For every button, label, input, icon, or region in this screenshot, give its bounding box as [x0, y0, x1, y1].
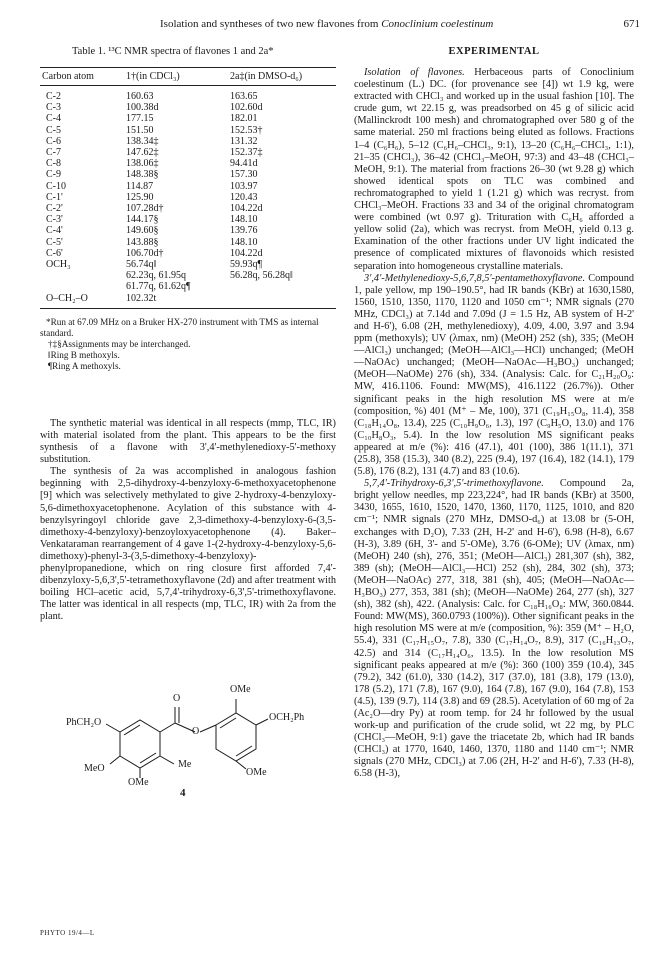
compound-1-shift-cell: 102.32t — [124, 293, 228, 309]
carbon-atom-cell: C-5' — [46, 236, 63, 248]
compound-2a-shift-cell: 163.65 — [230, 91, 258, 102]
label-me: Me — [178, 759, 192, 771]
label-phch2o-left: PhCH₂O — [66, 717, 102, 729]
label-ester-o: O — [192, 726, 200, 738]
compound-2a-shift-cell — [228, 293, 336, 309]
paragraph-compound-2a: 5,7,4'-Trihydroxy-6,3',5'-trimethoxyflavone. Compound 2a, bright yellow needles, mp 223,224°, had IR bands (KBr) at 3500, 3430, 1655, 1610, 1520, 1470, 1360, 1170, 1125, 1010, and 820 cm⁻¹; NMR signals (270 MHz, DMSO-d₆) at 13.08 br (5-OH, exchanges with D₂O), 7.33 (2H, H-2' and H-6'), 6.98 (H-8), 6.67 (H-3), 3.89 (6H, 3'- and 5'-OMe), 3.76 (6-OMe); UV (λmax, nm) (MeOH) 240 (sh), 276, 351; (MeOH—AlCl₃) 281,307 (sh), 382, 389 (sh); (MeOH—AlCl₃—HCl) 252 (sh), 284, 302 (sh), 373; (MeOH—NaOAc) 277, 318, 381 (sh), 405; (MeOH—NaOAc—H₃BO₃) 277, 353, 381 (sh); (MeOH—NaOMe) 264, 277 (sh), 327 (sh), 382 (sh), 422. (Analysis: Calc. for C₁₈H₁₆O₈: MW, 360.0844. Found: MW(MS), 360.0793 (100%)). Other significant peaks in the high resolution MS were at m/e (composition, %): 359 (M⁺ – H₂O, 55.4), 331 (C₁₇H₁₅O₇, 7.8), 330 (C₁₇H₁₄O₇, 8.9), 317 (C₁₆H₁₃O₇, 42.5) and 314 (C₁₇H₁₄O₆, 13.5). In the low resolution MS significant peaks appeared at m/e (%): 360 (100) 359 (10.4), 345 (79.2), 342 (61.0), 330 (14.2), 317 (37.0), 181 (3.8), 179 (13.0), 178 (5.2), 171 (7.8), 167 (9.0), 164 (7.8), 167 (9.0), 164 (7.8), 153 (4.5), 139 (9.7), 114 (3.8) and 69 (28.5). Acetylation of 60 mg of 2a (Ac₂O—dry Py) at room temp. for 24 hr followed by the usual work-up and purification of the crude solid, wt 22 mg, by PLC (CHCl₃—MeOH, 9:1) gave the triacetate 2b, which had IR bands (CHCl₃) at 1770, 1640, 1460, 1370, 1180 and 1140 cm⁻¹; NMR signals (270 MHz, CDCl₃) at 7.06 (2H, H-2' and H-6'), 7.33 (H-8), 6.58 (H-3), — [354, 478, 634, 780]
carbon-atom-cell: C-5 — [46, 124, 61, 136]
carbon-atom-cell: C-9 — [46, 169, 61, 181]
paragraph-lead: 3',4'-Methylenedioxy-5,6,7,8,5'-pentamethoxyflavone. — [364, 272, 586, 284]
compound-1-shift-cell: 138.34‡ — [126, 135, 159, 147]
compound-2a-shift-cell: 182.01 — [230, 113, 258, 125]
compound-1-shift-cell: 100.38d — [126, 102, 159, 114]
compound-2a-shift-cell: 152.37‡ — [230, 147, 263, 159]
compound-2a-shift-cell: 131.32 — [230, 135, 258, 147]
header-compound-1: 1†(in CDCl₃) — [124, 68, 228, 86]
compound-1-shift-cell: 177.15 — [126, 113, 154, 125]
label-ome-ring-a: OMe — [128, 777, 149, 789]
carbon-atom-cell: C-3' — [46, 214, 63, 226]
paragraph-isolation: Isolation of flavones. Herbaceous parts of Conoclinium coelestinum (L.) DC. (for provenance see [4]) wt 1.9 kg, were extracted with CHCl₃ and worked up in the usual fashion [10]. The crude gum, wt 22.15 g, was preadsorbed on 45 g of silicic acid (Mallinckrodt 100 mesh) and chromatographed over 580 g of the same material. 250 ml fractions being eluted as follows. Fractions 1–4 (C₆H₆), 5–12 (C₆H₆–CHCl₃, 9:1), 13–20 (C₆H₆–CHCl₃, 1:1), 21–35 (CHCl₃), 36–42 (CHCl₃–MeOH, 97:3) and 43–48 (CHCl₃–MeOH, 9:1). The material from fractions 26–30 (wt 9.28 g) which showed identical spots on TLC was combined and rechromatographed to yield 1 (1.21 g) which was recryst. from CHCl₃–MeOH. Fractions 33 and 34 of the original chromatogram were combined (wt 0.97 g). Trituration with C₆H₆ afforded a yellow solid (2a), which was recryst. from MeOH, yield 0.13 g. Examination of the other fractions under UV light indicated the presence of complicated mixtures of flavonoids which resisted separation into homogeneous crystalline materials. — [354, 67, 634, 272]
carbon-atom-cell: C-6' — [46, 247, 63, 259]
paragraph-compound-1: 3',4'-Methylenedioxy-5,6,7,8,5'-pentamethoxyflavone. Compound 1, pale yellow, mp 190–190.5°, had IR bands (KBr) at 1630,1580, 1560, 1510, 1350, 1170, 1120 and 1050 cm⁻¹; NMR signals (270 MHz, CDCl₃) at 7.14d and 7.09d (J = 1.5 Hz, AB system of H-2' and H-6'), 6.08 (2H, methylenedioxy), 4.09, 4.00, 3.97 and 3.94 ppm (methoxyls); UV (λmax, nm) (MeOH) 252 (sh), 335; (MeOH—AlCl₃) unchanged; (MeOH—AlCl₃—HCl) unchanged; (MeOH—NaOAc) unchanged; (MeOH—NaOAc—H₃BO₃) unchanged; (MeOH—NaOMe) 276 (sh), 334. (Analysis: Calc. for C₂₁H₂₀O₉: MW, 416.1106. Found: MW(MS), 416.1122 (26.7%)). Other significant peaks in the high resolution MS were at m/e (composition, %) 401 (M⁺ – Me, 100), 371 (C₁₉H₁₅O₈, 11.4), 358 (C₁₈H₁₄O₈, 13.4), 225 (C₁₀H₉O₆, 1.3), 197 (C₉H₅O, 13.0) and 176 (C₁₀H₈O₃, 5.4). In the low resolution MS significant peaks appeared at m/e (%): 416 (47.1), 401 (100), 386 1(11.1), 371 (25.8), 358 (15.3), 340 (8.2), 225 (9.4), 197 (16.4), 182 (14.1), 179 (5.8), 176 (8.2), 131 (4.7) and 83 (10.6). — [354, 272, 634, 478]
footnote: *Run at 67.09 MHz on a Bruker HX-270 instrument with TMS as internal standard. — [40, 316, 319, 338]
label-meo: MeO — [84, 763, 105, 775]
header-compound-2a: 2a‡(in DMSO-d₆) — [228, 68, 336, 86]
carbon-atom-cell: C-8 — [46, 158, 61, 170]
carbon-atom-cell: OCH₃ — [46, 259, 71, 271]
carbon-atom-cell: C-3 — [46, 102, 61, 114]
table-row — [40, 203, 336, 214]
section-heading-experimental: EXPERIMENTAL — [448, 46, 540, 57]
carbon-atom-cell: C-4 — [46, 113, 61, 125]
table-row — [40, 270, 336, 281]
label-carbonyl-o: O — [173, 693, 181, 705]
compound-1-shift-cell: 62.23q, 61.95q — [126, 270, 186, 282]
compound-1-shift-cell: 160.63 — [126, 91, 154, 102]
table-row — [40, 293, 336, 309]
compound-2a-shift-cell: 148.10 — [230, 236, 258, 248]
compound-1-shift-cell: 107.28d† — [126, 203, 164, 215]
left-body-text — [40, 418, 336, 624]
compound-1-shift-cell: 106.70d† — [126, 247, 164, 259]
paragraph-lead: Isolation of flavones. — [364, 67, 465, 78]
page-number: 671 — [623, 18, 640, 30]
compound-2a-shift-cell: 120.43 — [230, 191, 258, 203]
compound-1-shift-cell: 61.77q, 61.62q¶ — [126, 281, 191, 293]
compound-2a-shift-cell: 59.93q¶ — [230, 259, 263, 271]
label-ome-ring-b: OMe — [246, 767, 267, 779]
carbon-atom-cell: C-2 — [46, 91, 61, 102]
compound-2a-shift-cell: 157.30 — [230, 169, 258, 181]
table-body — [40, 86, 336, 309]
chemical-structure-4 — [40, 637, 336, 817]
compound-1-shift-cell: 147.62‡ — [126, 147, 159, 159]
running-title: Isolation and syntheses of two new flavones from Conoclinium coelestinum — [160, 18, 494, 30]
table-row — [40, 86, 336, 103]
label-och2ph-right: OCH₂Ph — [269, 712, 305, 724]
compound-1-shift-cell: 56.74q‖ — [126, 259, 157, 271]
carbon-atom-cell — [40, 281, 124, 292]
compound-1-shift-cell: 125.90 — [126, 191, 154, 203]
compound-1-shift-cell: 138.06‡ — [126, 158, 159, 170]
table-row — [40, 125, 336, 136]
table-row — [40, 214, 336, 225]
label-ome-top: OMe — [230, 684, 251, 696]
carbon-atom-cell: C-4' — [46, 225, 63, 237]
nmr-table — [40, 67, 336, 309]
compound-1-shift-cell: 151.50 — [126, 124, 154, 136]
table-row — [40, 248, 336, 259]
carbon-atom-cell — [40, 270, 124, 281]
footnote: †‡§Assignments may be interchanged. — [48, 338, 191, 349]
compound-1-shift-cell: 149.60§ — [126, 225, 159, 237]
compound-2a-shift-cell: 148.10 — [230, 214, 258, 226]
table-row — [40, 113, 336, 124]
header-carbon-atom: Carbon atom — [40, 68, 124, 86]
compound-2a-shift-cell: 104.22d — [230, 203, 263, 215]
table-row — [40, 259, 336, 270]
compound-1-shift-cell: 114.87 — [126, 180, 154, 192]
table-caption: Table 1. ¹³C NMR spectra of flavones 1 and 2a* — [72, 46, 274, 57]
table-row — [40, 192, 336, 203]
table-row — [40, 225, 336, 236]
table-row — [40, 102, 336, 113]
table-row — [40, 169, 336, 180]
compound-2a-shift-cell: 152.53† — [230, 124, 263, 136]
table-row — [40, 237, 336, 248]
footnote: ¶Ring A methoxyls. — [48, 360, 121, 371]
paragraph-lead: 5,7,4'-Trihydroxy-6,3',5'-trimethoxyflavone. — [364, 478, 544, 490]
page-footer: PHYTO 19/4—L — [40, 929, 95, 937]
paragraph: The synthesis of 2a was accomplished in analogous fashion beginning with 2,5-dihydroxy-4-benzyloxy-6-methoxyacetophenone [9] which was selectively methylated to give 2-hydroxy-4-benzyloxy-5,6-dimethoxyacetophenone. Acylation of this substance with 4-benzylsyringoyl chloride gave 2,3-dimethoxy-4-benzyloxy-6-(3,5-dimethoxy-4-benzyloxy)-benzoyloxyacetophenone (4). Baker–Venkataraman rearrangement of 4 gave 1-(2-hydroxy-4-benzyloxy-5,6-dimethoxy)-phenyl-3-(3,5-dimethoxy-4-benzyloxy)-phenylpropanedione, which on ring closure first afforded 7,4'-dibenzyloxy-5,6,3',5'-tetramethoxyflavone (2d) and after treatment with boiling HCl–acetic acid, 5,7,4'-trihydroxy-6,3',5'-trimethoxyflavone. The latter was identical in all respects (mp, TLC, IR) with 2a from the plant. — [40, 466, 336, 623]
compound-1-shift-cell: 144.17§ — [126, 214, 159, 226]
compound-1-shift-cell: 148.38§ — [126, 169, 159, 181]
compound-2a-shift-cell: 103.97 — [230, 180, 258, 192]
table-row — [40, 281, 336, 292]
experimental-text — [354, 67, 634, 781]
compound-1-shift-cell: 143.88§ — [126, 236, 159, 248]
carbon-atom-cell: C-10 — [46, 180, 66, 192]
carbon-atom-cell: O–CH₂–O — [40, 293, 124, 309]
compound-2a-shift-cell: 104.22d — [230, 247, 263, 259]
compound-2a-shift-cell: 139.76 — [230, 225, 258, 237]
compound-2a-shift-cell: 102.60d — [230, 102, 263, 114]
footnote: ‖Ring B methoxyls. — [48, 349, 120, 360]
table-header-row — [40, 68, 336, 86]
paragraph: The synthetic material was identical in all respects (mmp, TLC, IR) with material isolated from the plant. This appears to be the first synthesis of a flavone with 3',4'-methylenedioxy-5'-methoxy substitution. — [40, 417, 336, 466]
table-row — [40, 136, 336, 147]
carbon-atom-cell: C-6 — [46, 135, 61, 147]
carbon-atom-cell: C-7 — [46, 147, 61, 159]
carbon-atom-cell: C-2' — [46, 203, 63, 215]
table-row — [40, 181, 336, 192]
left-column — [40, 46, 336, 817]
table-footnotes — [40, 317, 336, 372]
compound-2a-shift-cell: 56.28q, 56.28q‖ — [230, 270, 293, 282]
table-row — [40, 147, 336, 158]
compound-number: 4 — [180, 787, 186, 800]
carbon-atom-cell: C-1' — [46, 191, 63, 203]
compound-2a-shift-cell: 94.41d — [230, 158, 258, 170]
compound-2a-shift-cell — [228, 281, 336, 292]
table-row — [40, 158, 336, 169]
right-column — [354, 46, 634, 781]
